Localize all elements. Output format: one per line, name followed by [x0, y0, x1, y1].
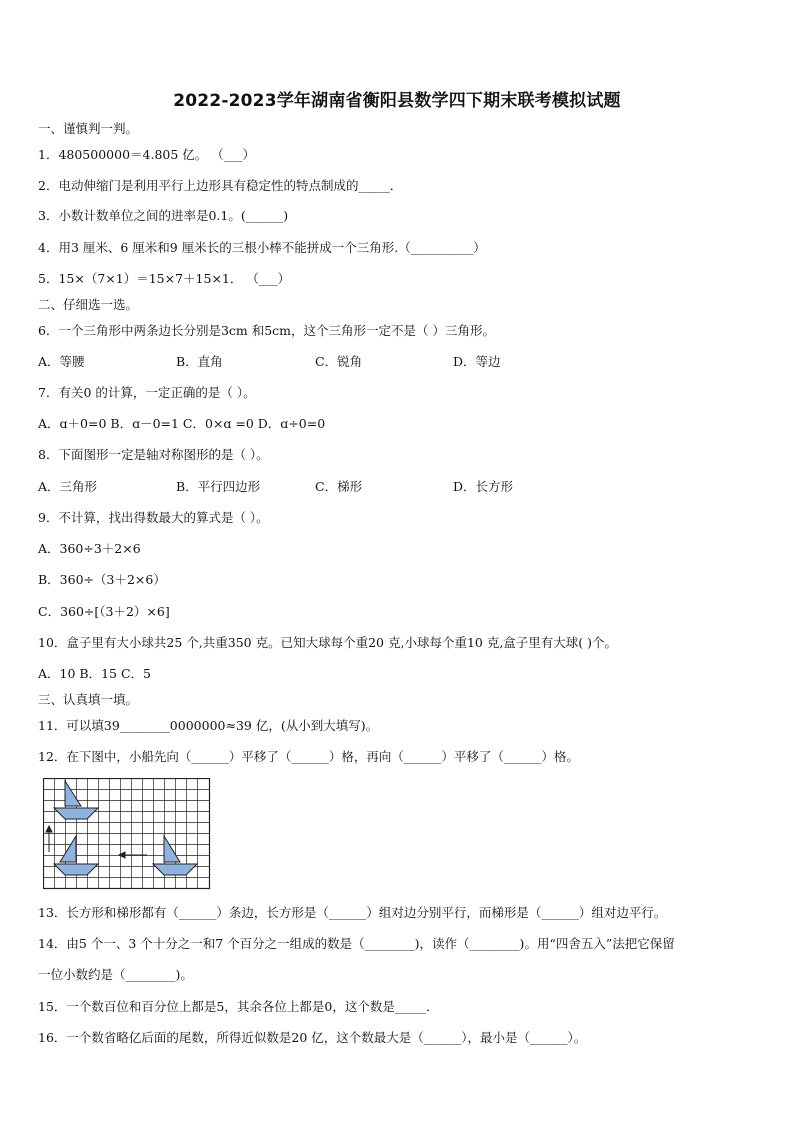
boat-bottom-left-sail — [60, 836, 76, 862]
question-10: 10．盒子里有大小球共25 个,共重350 克。已知大球每个重20 克,小球每个重10 克,盒子里有大球( )个。 — [38, 635, 618, 650]
section-heading-2: 二、仔细选一选。 — [38, 297, 139, 312]
q8-option-d: D．长方形 — [453, 479, 514, 494]
grid-figure — [43, 778, 211, 890]
question-8: 8．下面图形一定是轴对称图形的是（ ）。 — [38, 447, 269, 462]
page-title: 2022-2023学年湖南省衡阳县数学四下期末联考模拟试题 — [173, 91, 621, 111]
question-16: 16．一个数省略亿后面的尾数，所得近似数是20 亿，这个数最大是（______），最小是（______）。 — [38, 1030, 587, 1045]
boat-top-sail — [65, 781, 81, 806]
question-7: 7．有关0 的计算，一定正确的是（ ）。 — [38, 385, 256, 400]
q9-option-b: B．360÷（3＋2×6） — [38, 572, 166, 587]
question-14-line-2: 一位小数约是（________)。 — [38, 967, 193, 982]
boat-bottom-left-hull — [54, 864, 98, 875]
q6-option-d: D．等边 — [453, 354, 501, 369]
q8-option-a: A．三角形 — [38, 479, 98, 494]
question-12: 12．在下图中，小船先向（______）平移了（______）格，再向（______）平移了（______）格。 — [38, 749, 579, 764]
boat-top — [54, 781, 98, 819]
q8-option-c: C．梯形 — [315, 479, 363, 494]
q7-options: A．ɑ＋0=0 B．ɑ－0=1 C．0×ɑ =0 D．ɑ÷0=0 — [38, 416, 326, 431]
question-14-line-1: 14．由5 个一、3 个十分之一和7 个百分之一组成的数是（________)，读作（________)。用“四舍五入”法把它保留 — [38, 936, 675, 951]
q9-option-c: C．360÷[（3＋2）×6] — [38, 604, 170, 619]
arrow-up — [46, 826, 52, 852]
boat-top-hull — [54, 808, 98, 819]
question-13: 13．长方形和梯形都有（______）条边，长方形是（______）组对边分别平行，而梯形是（______）组对边平行。 — [38, 905, 667, 920]
section-heading-1: 一、谨慎判一判。 — [38, 121, 139, 136]
q6-option-a: A．等腰 — [38, 354, 85, 369]
question-9: 9．不计算，找出得数最大的算式是（ ）。 — [38, 510, 269, 525]
boat-bottom-right-sail — [164, 836, 180, 862]
question-6: 6．一个三角形中两条边长分别是3cm 和5cm，这个三角形一定不是（ ）三角形。 — [38, 323, 496, 338]
question-15: 15．一个数百位和百分位上都是5，其余各位上都是0，这个数是_____． — [38, 999, 439, 1014]
question-2: 2．电动伸缩门是利用平行上边形具有稳定性的特点制成的_____． — [38, 178, 403, 193]
boat-bottom-right-hull — [153, 864, 197, 875]
question-4: 4．用3 厘米、6 厘米和9 厘米长的三根小棒不能拼成一个三角形.（__________） — [38, 240, 486, 255]
q10-options: A．10 B．15 C．5 — [38, 666, 151, 681]
question-11: 11．可以填39________0000000≈39 亿，(从小到大填写)。 — [38, 718, 379, 733]
q8-option-b: B．平行四边形 — [176, 479, 261, 494]
question-3: 3．小数计数单位之间的进率是0.1。(______) — [38, 208, 289, 223]
section-heading-3: 三、认真填一填。 — [38, 692, 139, 707]
q6-option-c: C．锐角 — [315, 354, 363, 369]
q6-option-b: B．直角 — [176, 354, 223, 369]
question-1: 1．480500000＝4.805 亿。 （___） — [38, 147, 256, 162]
question-5: 5．15×（7×1）＝15×7＋15×1． （___） — [38, 271, 291, 286]
q9-option-a: A．360÷3＋2×6 — [38, 541, 141, 556]
